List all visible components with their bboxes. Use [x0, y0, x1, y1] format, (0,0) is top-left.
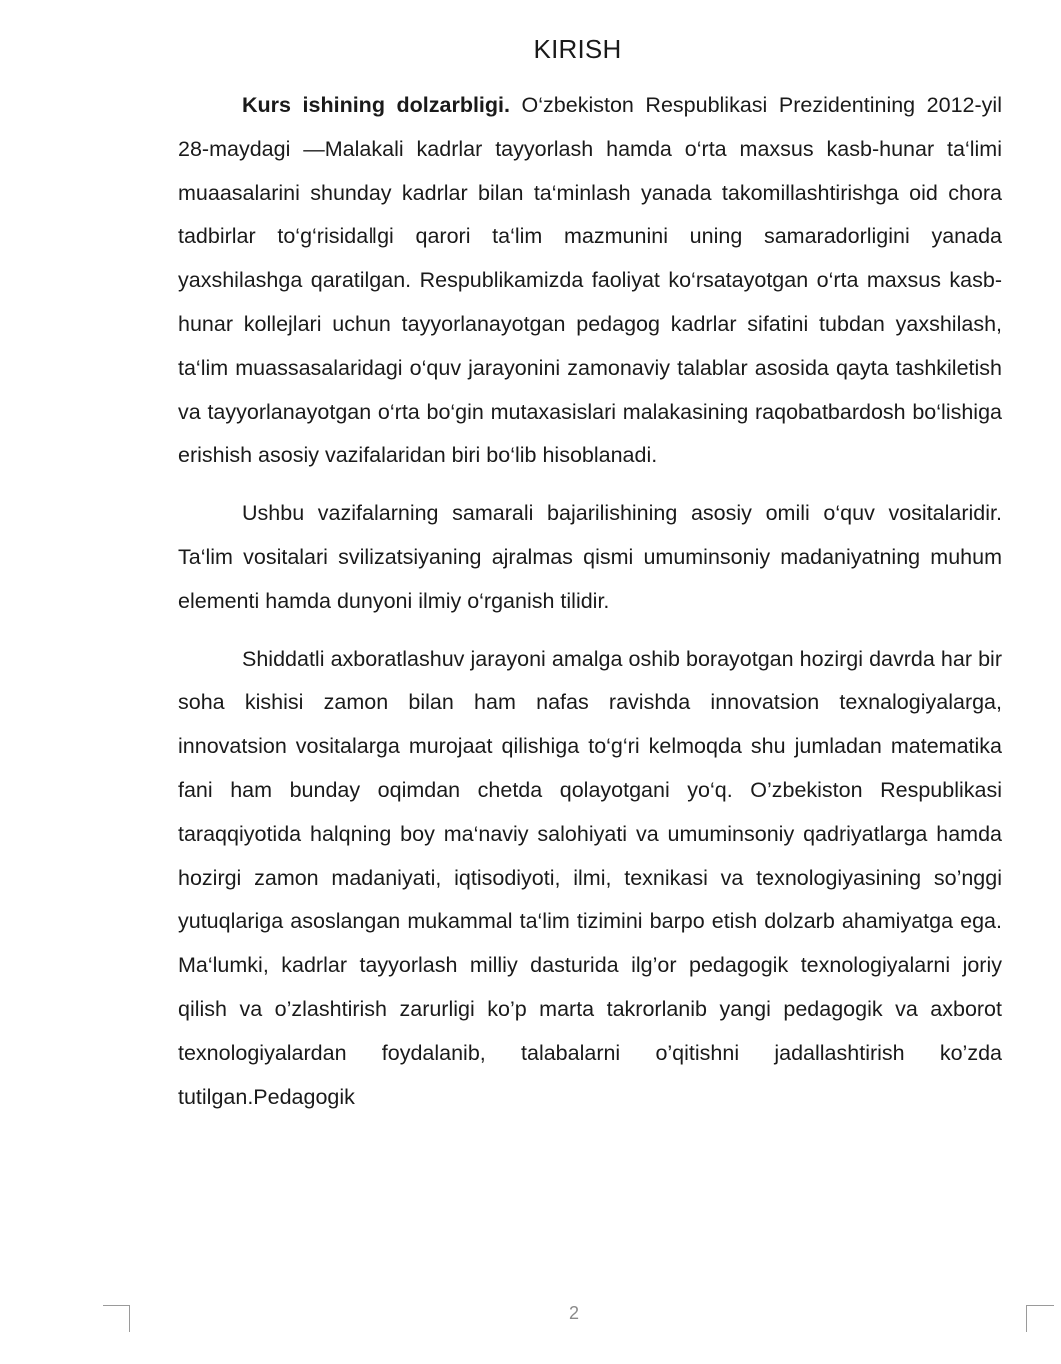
document-body: [178, 84, 1002, 1119]
paragraph-lead-bold: Kurs ishining dolzarbligi.: [242, 93, 510, 117]
paragraph-1: [178, 84, 1002, 478]
paragraph-text: Shiddatli axboratlashuv jarayoni amalga oshib borayotgan hozirgi davrda har bir soha kishisi zamon bilan ham nafas ravishda innovatsion texnalogiyalarga, innovatsion vositalarga murojaat qilishiga to‘g‘ri kelmoqda shu jumladan matematika fani ham bunday oqimdan chetda qolayotgani yo‘q. O’zbekiston Respublikasi taraqqiyotida halqning boy ma‘naviy salohiyati va umuminsoniy qadriyatlarga hamda hozirgi zamon madaniyati, iqtisodiyoti, ilmi, texnikasi va texnologiyasining so’nggi yutuqlariga asoslangan mukammal ta‘lim tizimini barpo etish dolzarb ahamiyatga ega. Ma‘lumki, kadrlar tayyorlash milliy dasturida ilg’or pedagogik texnologiyalarni joriy qilish va o’zlashtirish zarurligi ko’p marta takrorlanib yangi pedagogik va axborot texnologiyalardan foydalanib, talabalarni o’qitishni jadallashtirish ko’zda tutilgan.Pedagogik: [178, 646, 1002, 1109]
paragraph-text: Ushbu vazifalarning samarali bajarilishining asosiy omili o‘quv vositalaridir. Ta‘lim vositalari svilizatsiyaning ajralmas qismi umuminsoniy madaniyatning muhum elementi hamda dunyoni ilmiy o‘rganish tilidir.: [178, 501, 1002, 613]
page-number: 2: [568, 1303, 579, 1323]
paragraph-text: O‘zbekiston Respublikasi Prezidentining 2012-yil 28-maydagi ―Malakali kadrlar tayyorlash hamda o‘rta maxsus kasb-hunar ta‘limi muaasalarini shunday kadrlar bilan ta‘minlash yanada takomillashtirishga oid chora tadbirlar to‘g‘risida‖gi qarori ta‘lim mazmunini uning samaradorligini yanada yaxshilashga qaratilgan. Respublikamizda faoliyat ko‘rsatayotgan o‘rta maxsus kasb-hunar kollejlari uchun tayyorlanayotgan pedagog kadrlar sifatini tubdan yaxshilash, ta‘lim muassasalaridagi o‘quv jarayonini zamonaviy talablar asosida qayta tashkiletish va tayyorlanayotgan o‘rta bo‘gin mutaxasislari malakasining raqobatbardosh bo‘lishiga erishish asosiy vazifalaridan biri bo‘lib hisoblanadi.: [178, 93, 1002, 468]
crop-mark-right: [1026, 1305, 1054, 1332]
page-title: KIRISH: [533, 34, 622, 64]
paragraph-3: [178, 638, 1002, 1120]
paragraph-2: [178, 492, 1002, 623]
